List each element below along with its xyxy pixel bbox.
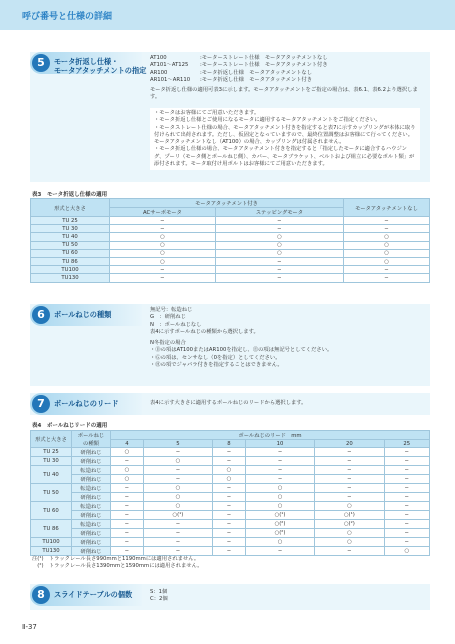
table-row: TU 86 転造ねじ − − − ○(²) ○(²) − bbox=[31, 520, 430, 529]
spec-desc: :モーターストレート仕様 モータアタッチメント付き bbox=[200, 62, 328, 69]
section6-number: 6 bbox=[32, 306, 50, 324]
spec-desc: :モーターストレート仕様 モータアタッチメントなし bbox=[200, 55, 328, 61]
table-row: TU 50 ○ ○ ○ bbox=[31, 241, 430, 249]
section5-bullets bbox=[150, 108, 420, 170]
spec-code: AT100 bbox=[150, 55, 167, 61]
section8-content: S：1個 C：2個 bbox=[150, 589, 168, 603]
section5-header bbox=[30, 52, 147, 75]
section5-number: 5 bbox=[32, 54, 50, 72]
section5-content bbox=[150, 55, 420, 102]
table-row: TU 40 転造ねじ ○ − ○ − − − bbox=[31, 466, 430, 475]
table-row: 研削ねじ ○ − ○ − − − bbox=[31, 475, 430, 484]
header-bar bbox=[0, 0, 455, 30]
table-row: TU130 研削ねじ − − − − − ○ bbox=[31, 547, 430, 556]
table-row: TU100 − − − bbox=[31, 266, 430, 274]
table-row: 研削ねじ − ○ − ○ − − bbox=[31, 493, 430, 502]
table3-header: モータアタッチメント付き bbox=[110, 199, 344, 208]
table3-header: ACサーボモータ bbox=[110, 208, 216, 217]
section7-title: ボールねじのリード bbox=[54, 399, 119, 408]
section6-title: ボールねじの種類 bbox=[54, 310, 112, 319]
section7-number: 7 bbox=[32, 395, 50, 413]
table-row: 研削ねじ − ○(¹) − ○(¹) ○(¹) − bbox=[31, 511, 430, 520]
table-row: TU100 研削ねじ − − − ○ ○ − bbox=[31, 538, 430, 547]
section5-spec-row bbox=[150, 77, 420, 84]
spec-code: AR100 bbox=[150, 69, 168, 76]
table3-header: ステッピングモータ bbox=[215, 208, 343, 217]
bullet-item: ・モータ折返し仕様とご使用になるモータに適用するモータアタッチメントをご指定ください。 bbox=[154, 117, 381, 124]
page-number: Ⅱ-37 bbox=[22, 623, 37, 631]
section6-header bbox=[30, 304, 142, 326]
page-title: 呼び番号と仕様の詳細 bbox=[22, 12, 113, 22]
table-row: TU 25 − − − bbox=[31, 217, 430, 225]
table-row: 研削ねじ − − − ○(²) ○ − bbox=[31, 529, 430, 538]
section5-title: モータ折返し仕様・ モータアタッチメントの指定 bbox=[54, 57, 147, 75]
section8-header bbox=[30, 584, 142, 606]
table4-caption: 表4 ボールねじリードの適用 bbox=[32, 423, 108, 429]
table-row: TU 40 ○ ○ ○ bbox=[31, 233, 430, 241]
table-row: TU 25 研削ねじ ○ − − − − − bbox=[31, 448, 430, 457]
table-row: TU 60 ○ ○ ○ bbox=[31, 249, 430, 257]
spec-code: AT101〜AT125 bbox=[150, 62, 189, 69]
spec-desc: :モータ折返し仕様 モータアタッチメント付き bbox=[200, 76, 313, 83]
section7-text: 表4に示す大きさに適用するボールねじのリードから選択します。 bbox=[150, 400, 307, 406]
bullet-item: ・モータはお客様にてご用意いただきます。 bbox=[154, 110, 260, 116]
bullet-item: ・モータストレート仕様の場合、モータアタッチメント付きを指定すると表7に示すカップリングが本体に取り付けられて出荷されます。ただし、仮固定となっていますので、最終位置調整はお客様にて行ってください。モータアタッチメントなし（AT100）の場合、カップリングは付属されません。 bbox=[154, 124, 416, 146]
section6-content: 無記号：転造ねじ G ：研削ねじ N ：ボールねじなし 表4に示すボールねじの種類から選択します。 N冬指定の場合 ・Ⓓの項はAT100またはAR100を指定し、Ⓔの項は無記号としてください。 ・Ⓖの項は、センサなし（0を指定）としてください。 ・Ⓗの項でジャバラ付きを指定することはできません。 bbox=[150, 307, 333, 369]
table-row: TU 60 転造ねじ − ○ − ○ ○ − bbox=[31, 502, 430, 511]
section7-header bbox=[30, 393, 142, 415]
table4-notes: 注(¹) トラックレール長さ990mmと1190mmには適用されません。 (²) トラックレール長さ1390mmと1590mmには適用されません。 bbox=[32, 556, 203, 570]
table-row: TU 50 転造ねじ − ○ − ○ − − bbox=[31, 484, 430, 493]
section5-note: モータ折返し仕様の適用可表3に示します。モータアタッチメントをご指定の場合は、表6.1、表6.2より選択します。 bbox=[150, 87, 418, 101]
table4-header: ボールねじ の種類 bbox=[72, 431, 111, 448]
table3 bbox=[30, 198, 430, 283]
table4-header: 形式と大きさ bbox=[31, 431, 72, 448]
section5-spec-row bbox=[150, 62, 420, 69]
bullet-item: ・モータ折返し仕様の場合、モータアタッチメント付きを指定すると「指定したモータに適合するハウジング、プーリ（モータ側とボールねじ側）、カバー、モータブラケット、ベルトおよび組立に必要なボルト類」が添付されます。モータ取付け用ボルトはお客様にてご用意いただきます。 bbox=[154, 146, 415, 168]
table3-header: モータアタッチメントなし bbox=[344, 199, 430, 217]
table3-caption: 表3 モータ折返し仕様の適用 bbox=[32, 192, 108, 198]
table4-header: ボールねじのリード mm bbox=[111, 431, 430, 440]
table-row: TU130 − − − bbox=[31, 274, 430, 282]
table-row: TU 86 ○ − ○ bbox=[31, 257, 430, 265]
spec-desc: :モータ折返し仕様 モータアタッチメントなし bbox=[200, 69, 313, 76]
section8-title: スライドテーブルの個数 bbox=[54, 590, 133, 599]
section5-spec-row bbox=[150, 70, 420, 77]
table-row: TU 30 研削ねじ − ○ − − − − bbox=[31, 457, 430, 466]
section8-number: 8 bbox=[32, 586, 50, 604]
spec-code: AR101〜AR110 bbox=[150, 76, 191, 83]
table-row: TU 30 − − − bbox=[31, 225, 430, 233]
table3-header: 形式と大きさ bbox=[31, 199, 110, 217]
table4: 形式と大きさ ボールねじ の種類 ボールねじのリード mm 4 5 8 10 20 25 TU 25 研削ねじ ○ − − − − − TU 30 研削ねじ − ○ − − − − TU 40 転造ねじ ○ − ○ − − − 研削ねじ ○ − ○ − − − TU 50 転造ねじ − ○ − ○ − − 研削ねじ − ○ − ○ − − TU 60 転造ねじ − ○ − ○ ○ − 研削ねじ − ○(¹) − ○(¹) ○(¹) − TU 86 転造ねじ − − − ○(²) ○(²) − 研削ねじ − − − ○(²) ○ − TU100 研削ねじ − − − ○ ○ − TU130 研削ねじ − − − − − ○ bbox=[30, 430, 430, 556]
